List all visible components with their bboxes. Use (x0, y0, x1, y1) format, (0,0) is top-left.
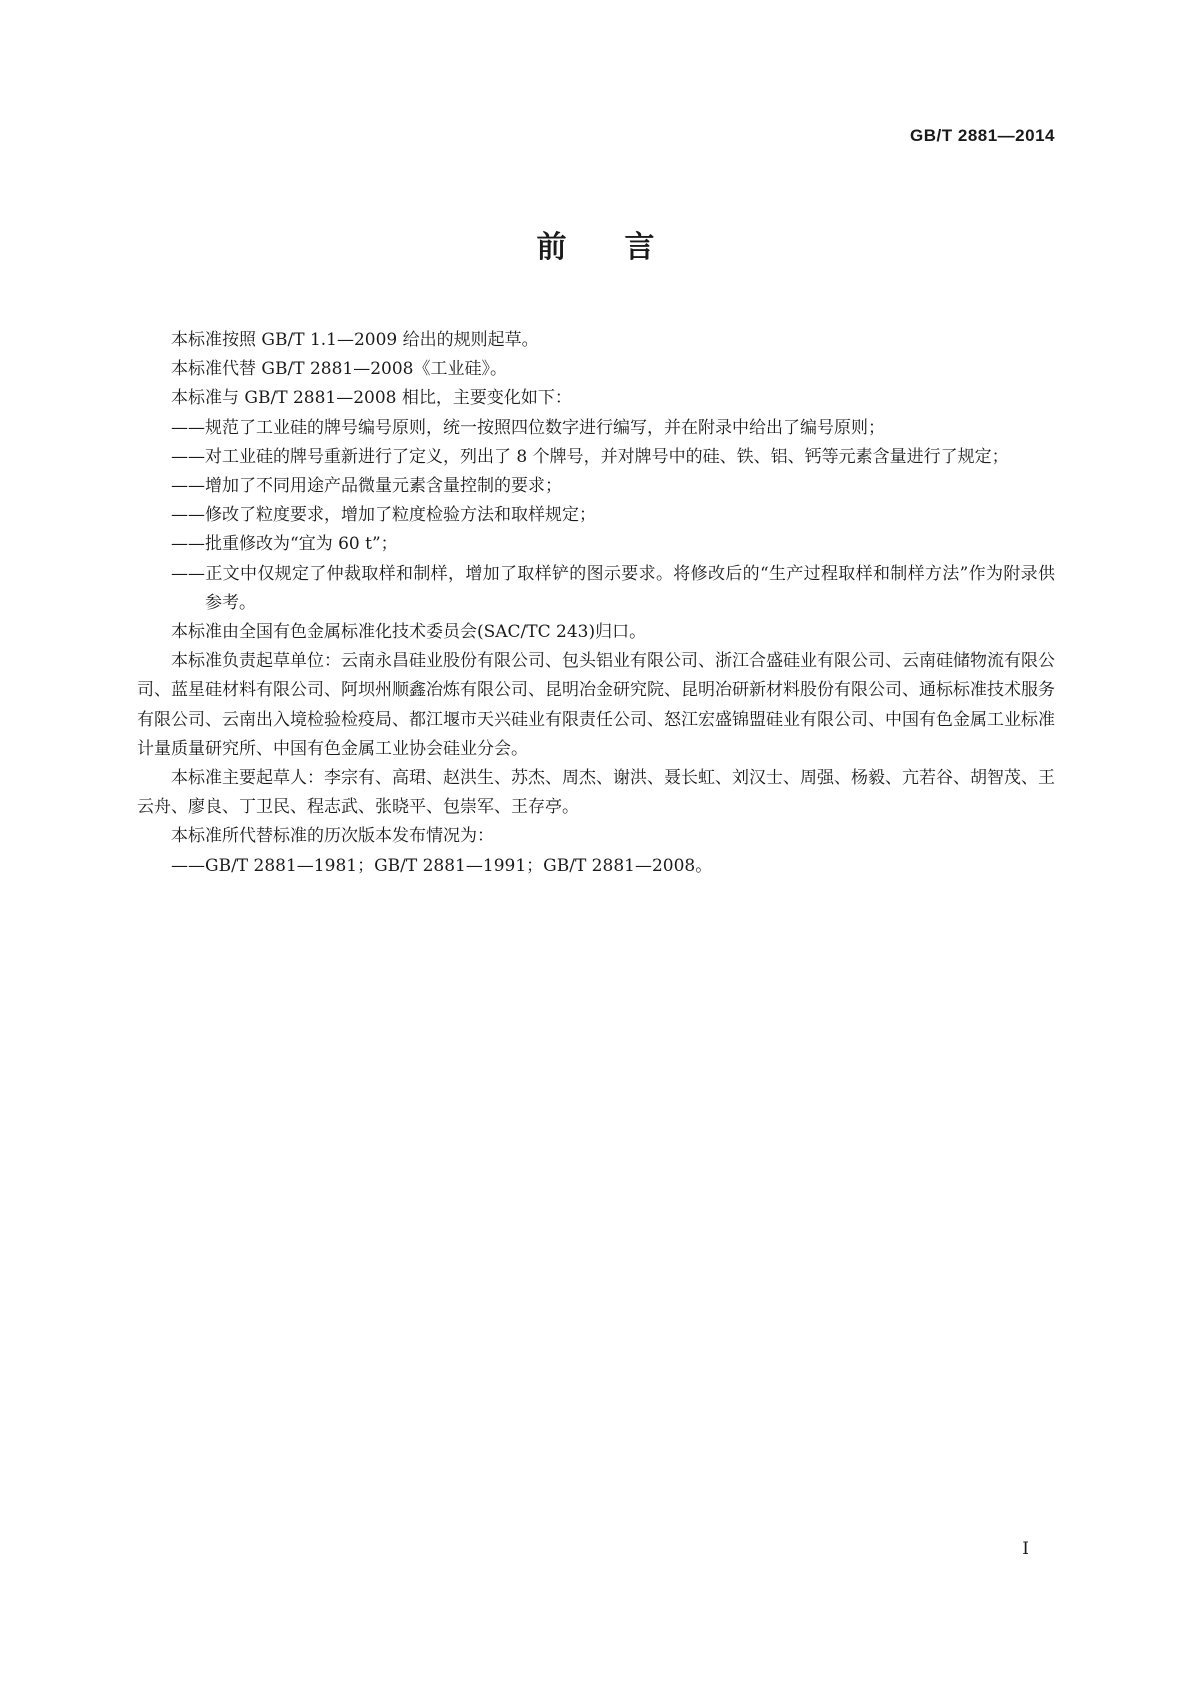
list-item: ——批重修改为“宜为 60 t”； (171, 534, 398, 555)
paragraph-drafting-rules: 本标准按照 GB/T 1.1—2009 给出的规则起草。 (171, 330, 539, 350)
paragraph-history-versions: ——GB/T 2881—1981；GB/T 2881—1991；GB/T 2881—2008。 (171, 855, 713, 876)
page-title: 前言 (536, 230, 713, 265)
page-number: I (1022, 1539, 1029, 1559)
list-item: ——修改了粒度要求，增加了粒度检验方法和取样规定； (171, 505, 596, 526)
paragraph-drafting-organizations: 本标准负责起草单位：云南永昌硅业股份有限公司、包头铝业有限公司、浙江合盛硅业有限公司、云南硅储物流有限公司、蓝星硅材料有限公司、阿坝州顺鑫冶炼有限公司、昆明冶金研究院、昆明冶研新材料股份有限公司、通标标准技术服务有限公司、云南出入境检验检疫局、都江堰市天兴硅业有限责任公司、怒江宏盛锦盟硅业有限公司、中国有色金属工业标准计量质量研究所、中国有色金属工业协会硅业分会。 (137, 651, 1055, 759)
list-item: ——正文中仅规定了仲裁取样和制样，增加了取样铲的图示要求。将修改后的“生产过程取样和制样方法”作为附录供参考。 (171, 563, 1055, 613)
paragraph-drafters: 本标准主要起草人：李宗有、高珺、赵洪生、苏杰、周杰、谢洪、聂长虹、刘汉士、周强、杨毅、亢若谷、胡智茂、王云舟、廖良、丁卫民、程志武、张晓平、包崇军、王存亭。 (137, 768, 1055, 818)
paragraph-technical-committee: 本标准由全国有色金属标准化技术委员会(SAC/TC 243)归口。 (171, 622, 647, 643)
paragraph-changes-intro: 本标准与 GB/T 2881—2008 相比，主要变化如下： (171, 388, 572, 409)
paragraph-history-intro: 本标准所代替标准的历次版本发布情况为： (171, 826, 494, 847)
list-item: ——对工业硅的牌号重新进行了定义，列出了 8 个牌号，并对牌号中的硅、铁、铝、钙等元素含量进行了规定； (171, 446, 1009, 467)
changes-list (137, 414, 1055, 618)
foreword-body (137, 326, 1055, 881)
list-item: ——规范了工业硅的牌号编号原则，统一按照四位数字进行编写，并在附录中给出了编号原则； (171, 417, 885, 438)
standard-code-header: GB/T 2881—2014 (910, 126, 1055, 145)
paragraph-replaces: 本标准代替 GB/T 2881—2008《工业硅》。 (171, 359, 507, 380)
list-item: ——增加了不同用途产品微量元素含量控制的要求； (171, 476, 562, 497)
